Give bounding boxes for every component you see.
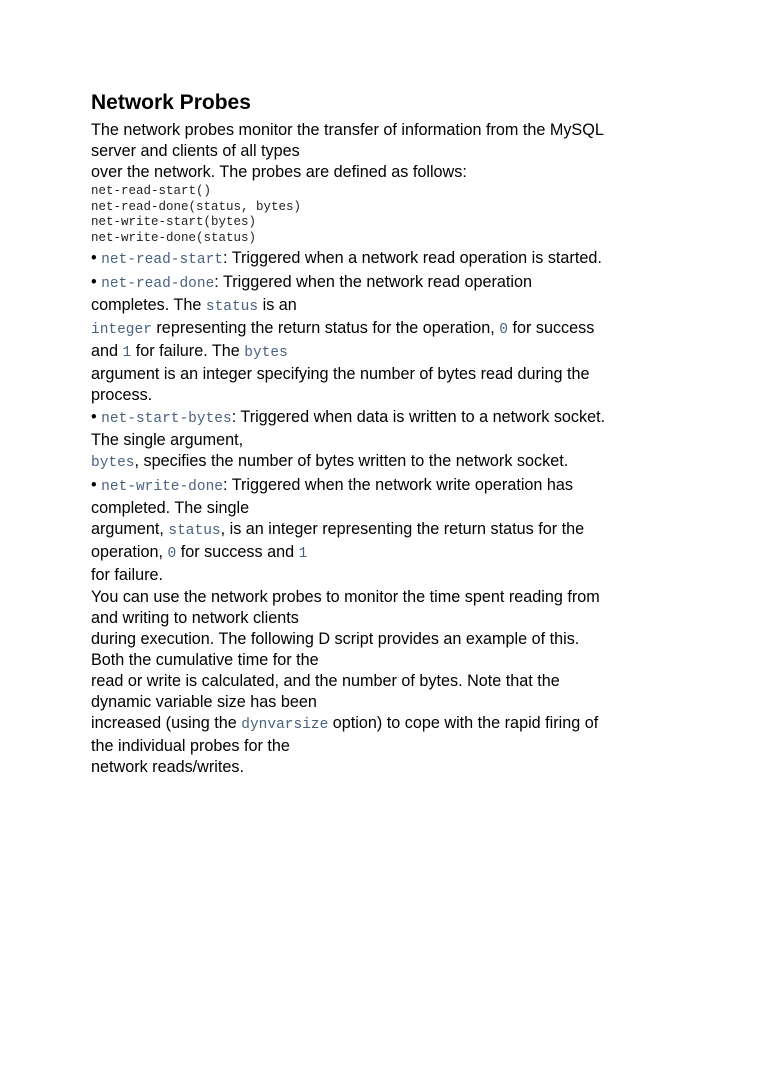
item-text: process.: [91, 386, 153, 404]
closing-line: Both the cumulative time for the: [91, 651, 319, 669]
closing-text: increased (using the: [91, 714, 237, 732]
item-text: for failure.: [91, 566, 163, 584]
item-text: argument,: [91, 520, 164, 538]
bullet-icon: •: [91, 249, 97, 267]
item-text: : Triggered when data is written to a network socket.: [231, 408, 606, 426]
item-text: and: [91, 342, 119, 360]
code-line: net-write-done(status): [91, 230, 257, 245]
item-text: completes. The: [91, 296, 202, 314]
item-text: for success and: [180, 543, 295, 561]
inline-code: status: [168, 523, 221, 539]
inline-code: status: [205, 299, 259, 315]
code-line: net-read-done(status, bytes): [91, 199, 302, 214]
inline-code: net-write-done: [101, 479, 223, 495]
intro-line: server and clients of all types: [91, 142, 300, 160]
bullet-icon: •: [91, 273, 97, 291]
inline-code: net-read-start: [101, 252, 223, 268]
closing-line: and writing to network clients: [91, 609, 299, 627]
inline-code: net-read-done: [101, 276, 215, 292]
closing-line: read or write is calculated, and the number of bytes. Note that the: [91, 672, 560, 690]
inline-code: 0: [499, 322, 508, 338]
item-text: : Triggered when the network read operation: [214, 273, 532, 291]
document-page: [91, 90, 681, 778]
bullet-icon: •: [91, 476, 97, 494]
closing-text: option) to cope with the rapid firing of: [332, 714, 599, 732]
closing-line: dynamic variable size has been: [91, 693, 317, 711]
item-text: completed. The single: [91, 499, 250, 517]
item-text: for success: [512, 319, 595, 337]
item-text: , is an integer representing the return status for the: [220, 520, 585, 538]
item-text: argument is an integer specifying the number of bytes read during the: [91, 365, 590, 383]
intro-paragraph: [91, 120, 681, 183]
item-text: , specifies the number of bytes written to the network socket.: [134, 452, 569, 470]
inline-code: 0: [167, 546, 177, 562]
closing-line: network reads/writes.: [91, 758, 244, 776]
probe-definitions-code: [91, 184, 681, 246]
probe-item-read-start: [91, 248, 681, 271]
item-text: : Triggered when the network write operation has: [223, 476, 574, 494]
item-text: is an: [262, 296, 297, 314]
inline-code: bytes: [244, 345, 288, 361]
inline-code: net-start-bytes: [101, 411, 232, 427]
closing-paragraph: [91, 587, 681, 778]
closing-line: during execution. The following D script provides an example of this.: [91, 630, 580, 648]
bullet-icon: •: [91, 408, 97, 426]
closing-line: You can use the network probes to monitor the time spent reading from: [91, 588, 600, 606]
item-text: for failure. The: [135, 342, 240, 360]
probe-item-read-done: [91, 272, 681, 406]
item-text: The single argument,: [91, 431, 244, 449]
item-text: representing the return status for the operation,: [156, 319, 495, 337]
item-text: : Triggered when a network read operation is started.: [223, 249, 602, 267]
inline-code: 1: [122, 345, 132, 361]
code-line: net-write-start(bytes): [91, 215, 257, 229]
page-title: Network Probes: [91, 91, 251, 114]
intro-line: over the network. The probes are defined as follows:: [91, 163, 467, 181]
inline-code: dynvarsize: [241, 717, 329, 733]
code-line: net-read-start(): [91, 184, 212, 198]
closing-line: the individual probes for the: [91, 737, 290, 755]
inline-code: bytes: [91, 455, 135, 471]
intro-line: The network probes monitor the transfer of information from the MySQL: [91, 121, 604, 139]
inline-code: integer: [91, 322, 152, 338]
probe-item-write-done: [91, 475, 681, 586]
item-text: operation,: [91, 543, 163, 561]
inline-code: 1: [298, 546, 308, 562]
probe-item-start-bytes: [91, 407, 681, 474]
